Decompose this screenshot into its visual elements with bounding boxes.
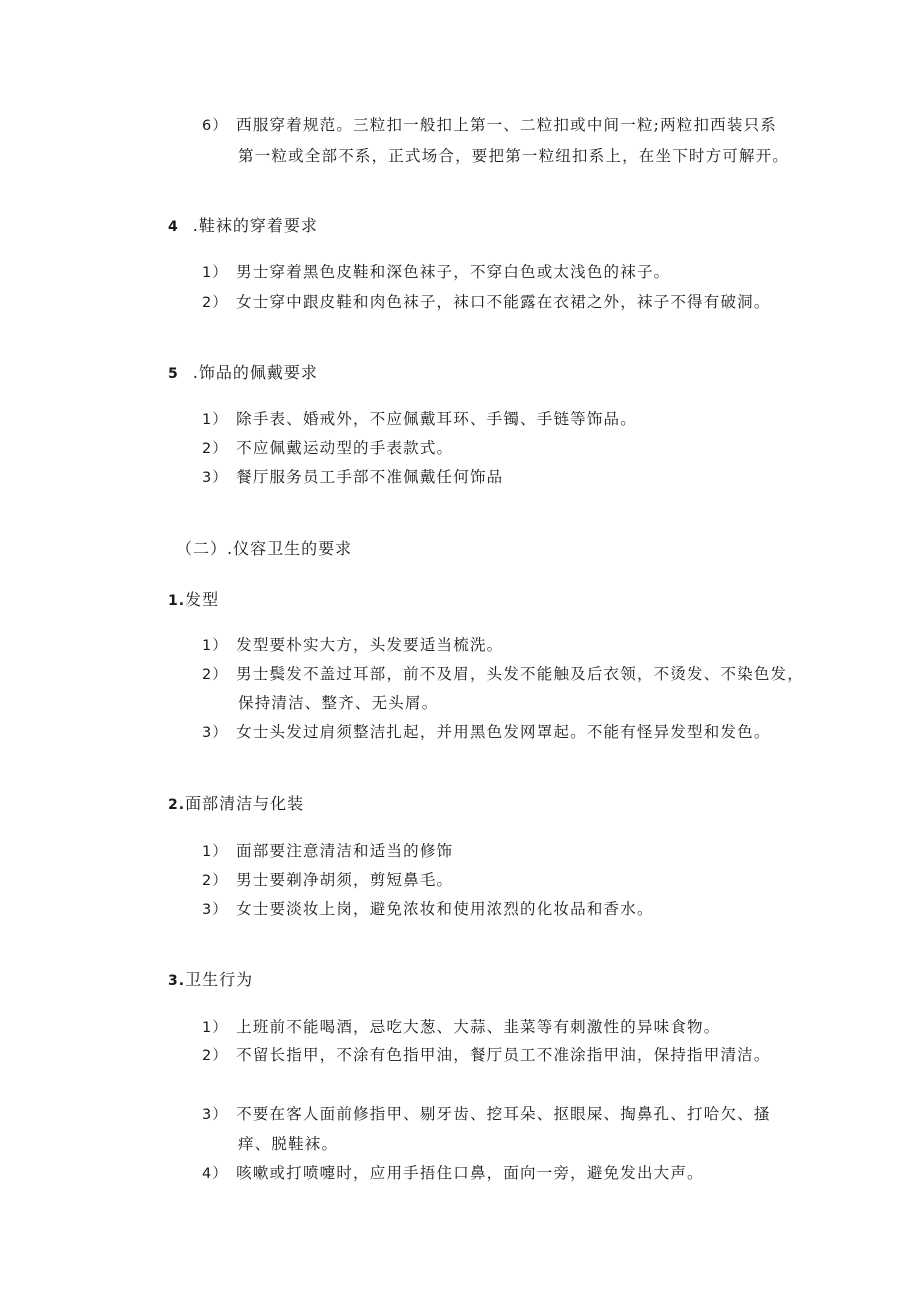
list-item (202, 899, 654, 920)
item-number: 2） (202, 295, 229, 311)
section-title: .饰品的佩戴要求 (192, 363, 318, 382)
list-item (202, 467, 503, 488)
item-number: 3） (202, 470, 229, 486)
item-text: 发型要朴实大方，头发要适当梳洗。 (236, 636, 504, 654)
section-title: .鞋袜的穿着要求 (192, 216, 318, 235)
section-heading (168, 216, 318, 237)
section-title: 卫生行为 (185, 970, 254, 989)
item-text: 咳嗽或打喷嚏时，应用手捂住口鼻，面向一旁，避免发出大声。 (236, 1164, 704, 1182)
item-number: 2） (202, 441, 229, 457)
item-number: 6） (202, 118, 229, 134)
item-text: 女士穿中跟皮鞋和肉色袜子，袜口不能露在衣裙之外，袜子不得有破洞。 (236, 293, 771, 311)
item-text: 不要在客人面前修指甲、剔牙齿、挖耳朵、抠眼屎、掏鼻孔、打哈欠、搔 (236, 1105, 771, 1123)
section-number: 3. (168, 973, 186, 989)
item-text: 女士要淡妆上岗，避免浓妆和使用浓烈的化妆品和香水。 (236, 900, 654, 918)
part-title: （二）.仪容卫生的要求 (176, 539, 353, 558)
list-item (202, 1163, 704, 1184)
item-number: 1） (202, 412, 229, 428)
list-item-continuation (238, 1134, 338, 1154)
item-text: 女士头发过肩须整洁扎起，并用黑色发网罩起。不能有怪异发型和发色。 (236, 723, 771, 741)
section-heading (168, 970, 253, 991)
item-number: 3） (202, 1107, 229, 1123)
item-text: 男士鬓发不盖过耳部，前不及眉，头发不能触及后衣领，不烫发、不染色发， (236, 665, 804, 683)
list-item-continuation (238, 693, 438, 713)
part-heading (176, 539, 352, 559)
section-heading (168, 590, 219, 611)
item-number: 2） (202, 667, 229, 683)
section-number: 5 (168, 366, 179, 382)
list-item (202, 722, 771, 743)
item-text: 面部要注意清洁和适当的修饰 (236, 842, 454, 860)
item-text: 除手表、婚戒外，不应佩戴耳环、手镯、手链等饰品。 (236, 410, 637, 428)
item-text: 不留长指甲，不涂有色指甲油，餐厅员工不准涂指甲油，保持指甲清洁。 (236, 1046, 771, 1064)
list-item (202, 1017, 720, 1038)
list-item (202, 870, 453, 891)
section-title: 发型 (185, 590, 220, 609)
section-number: 2. (168, 797, 186, 813)
item-text: 保持清洁、整齐、无头屑。 (238, 694, 439, 712)
list-item (202, 409, 637, 430)
item-number: 1） (202, 638, 229, 654)
list-item (202, 262, 670, 283)
item-number: 1） (202, 844, 229, 860)
item-text: 男士要剃净胡须，剪短鼻毛。 (236, 871, 454, 889)
item-text: 痒、脱鞋袜。 (238, 1135, 339, 1153)
list-item (202, 1045, 771, 1066)
list-item (202, 292, 771, 313)
item-text: 第一粒或全部不系，正式场合，要把第一粒纽扣系上，在坐下时方可解开。 (238, 147, 790, 165)
item-text: 上班前不能喝酒，忌吃大葱、大蒜、韭菜等有刺激性的异味食物。 (236, 1018, 721, 1036)
item-text: 西服穿着规范。三粒扣一般扣上第一、二粒扣或中间一粒;两粒扣西装只系 (236, 116, 777, 134)
item-text: 男士穿着黑色皮鞋和深色袜子，不穿白色或太浅色的袜子。 (236, 263, 671, 281)
list-item (202, 664, 804, 685)
item-number: 2） (202, 1048, 229, 1064)
item-number: 4） (202, 1166, 229, 1182)
section-heading (168, 794, 304, 815)
item-text: 不应佩戴运动型的手表款式。 (236, 439, 454, 457)
list-item (202, 841, 453, 862)
list-item (202, 635, 503, 656)
section-number: 1. (168, 593, 186, 609)
list-item (202, 438, 453, 459)
list-item-continuation (238, 146, 789, 166)
section-number: 4 (168, 219, 179, 235)
item-number: 1） (202, 265, 229, 281)
list-item (202, 1104, 771, 1125)
list-item (202, 115, 777, 136)
item-number: 3） (202, 725, 229, 741)
item-number: 1） (202, 1020, 229, 1036)
item-number: 3） (202, 902, 229, 918)
section-heading (168, 363, 318, 384)
item-number: 2） (202, 873, 229, 889)
item-text: 餐厅服务员工手部不准佩戴任何饰品 (236, 468, 504, 486)
section-title: 面部清洁与化装 (185, 794, 305, 813)
